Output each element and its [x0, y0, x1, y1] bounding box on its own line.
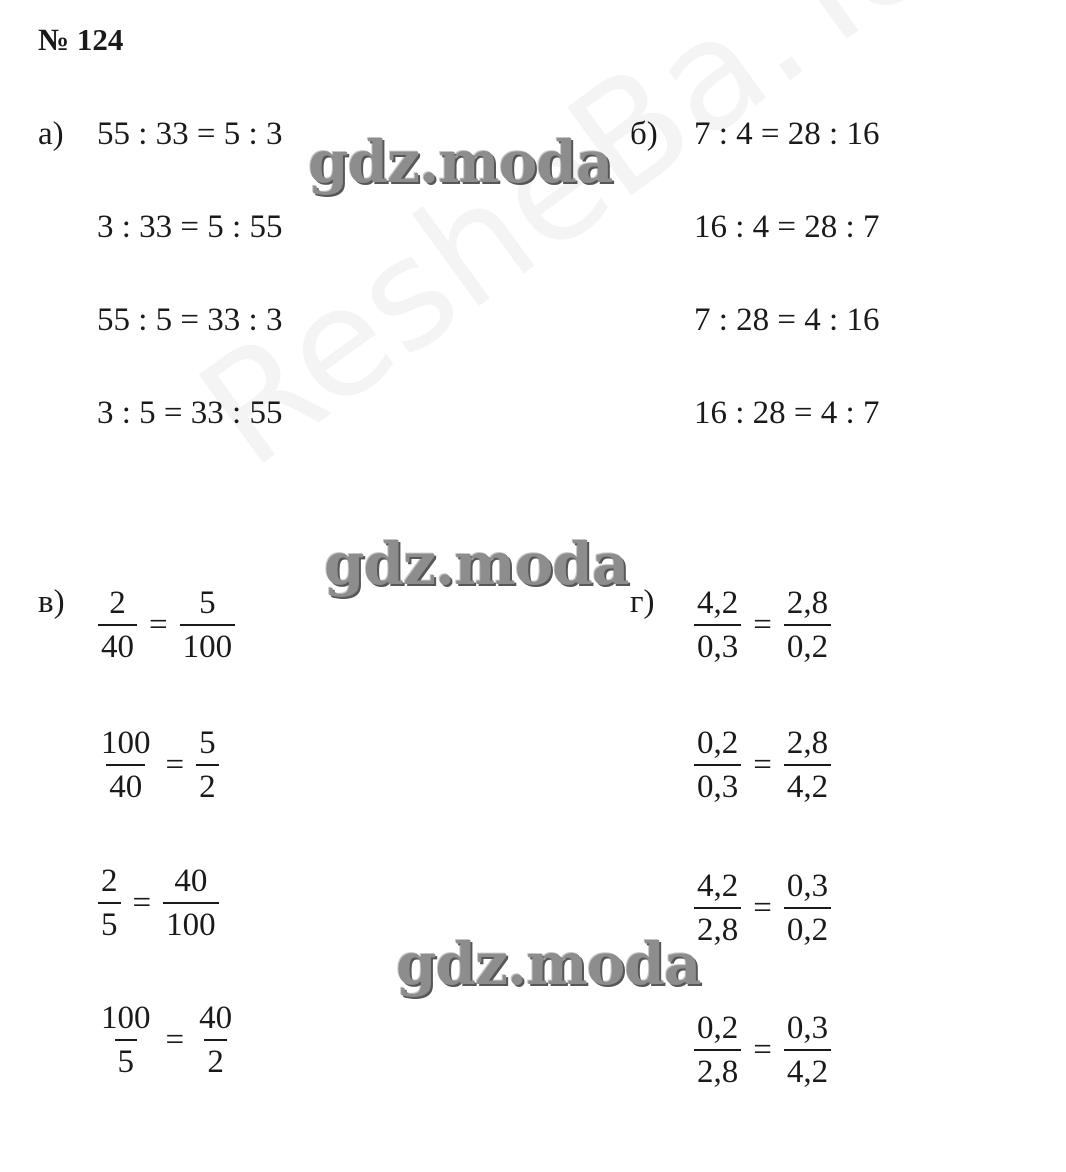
fraction-left: [98, 860, 121, 946]
section-a-line-3: 55 : 5 = 33 : 3: [97, 302, 283, 338]
numerator: 40: [174, 863, 208, 899]
fraction-right: [784, 582, 831, 668]
section-g-proportion-3: [694, 865, 831, 951]
fraction-left: [694, 582, 741, 668]
numerator: 5: [199, 585, 216, 621]
section-b-line-2: 16 : 4 = 28 : 7: [694, 209, 880, 245]
fraction-right: [163, 860, 219, 946]
numerator: 0,3: [786, 868, 829, 904]
section-v-proportion-4: [98, 997, 235, 1083]
fraction-left: [694, 722, 741, 808]
section-v-proportion-3: [98, 860, 219, 946]
section-g-label: г): [630, 584, 655, 620]
numerator: 2: [101, 863, 118, 899]
denominator: 40: [106, 764, 145, 808]
denominator: 2,8: [694, 907, 741, 951]
denominator: 0,2: [784, 624, 831, 668]
section-b-line-1: 7 : 4 = 28 : 16: [694, 116, 880, 152]
numerator: 0,2: [697, 725, 739, 761]
equals-sign: =: [149, 606, 168, 643]
denominator: 2: [204, 1039, 227, 1083]
fraction-left: [98, 997, 154, 1083]
background-watermark: [170, 0, 1042, 501]
denominator: 0,3: [694, 764, 741, 808]
denominator: 5: [115, 1039, 138, 1083]
denominator: 0,3: [694, 624, 741, 668]
denominator: 4,2: [784, 764, 831, 808]
numerator: 100: [101, 725, 151, 761]
fraction-right: [784, 722, 831, 808]
denominator: 4,2: [784, 1049, 831, 1093]
fraction-right: [196, 997, 235, 1083]
denominator: 40: [98, 624, 137, 668]
numerator: 40: [199, 1000, 233, 1036]
section-g-proportion-2: [694, 722, 831, 808]
section-v-label: в): [38, 584, 65, 620]
numerator: 2,8: [786, 725, 829, 761]
equals-sign: =: [753, 1031, 772, 1068]
section-g-proportion-4: [694, 1007, 831, 1093]
section-a-line-1: 55 : 33 = 5 : 3: [97, 116, 283, 152]
equals-sign: =: [753, 889, 772, 926]
fraction-right: [784, 1007, 831, 1093]
section-a-line-2: 3 : 33 = 5 : 55: [97, 209, 283, 245]
equals-sign: =: [753, 606, 772, 643]
numerator: 2,8: [786, 585, 829, 621]
watermark-logo: gdz.moda: [396, 930, 701, 998]
fraction-right: [784, 865, 831, 951]
section-b-line-4: 16 : 28 = 4 : 7: [694, 395, 880, 431]
denominator: 2,8: [694, 1049, 741, 1093]
denominator: 100: [163, 902, 219, 946]
section-b-label: б): [630, 116, 658, 152]
numerator: 2: [109, 585, 126, 621]
watermark-logo: gdz.moda: [308, 128, 613, 196]
numerator: 4,2: [697, 585, 739, 621]
equals-sign: =: [165, 746, 185, 783]
watermark-logo: gdz.moda: [324, 530, 629, 598]
numerator: 4,2: [697, 868, 739, 904]
denominator: 0,2: [784, 907, 831, 951]
exercise-number: № 124: [38, 22, 124, 57]
section-g-proportion-1: [694, 582, 831, 668]
fraction-left: [98, 722, 154, 808]
fraction-right: [196, 722, 219, 808]
numerator: 100: [101, 1000, 151, 1036]
section-v-proportion-1: [98, 582, 235, 668]
equals-sign: =: [165, 1021, 185, 1058]
denominator: 100: [180, 624, 236, 668]
equals-sign: =: [753, 746, 772, 783]
section-b-line-3: 7 : 28 = 4 : 16: [694, 302, 880, 338]
section-v-proportion-2: [98, 722, 219, 808]
equals-sign: =: [132, 884, 152, 921]
section-a-label: а): [38, 116, 64, 152]
numerator: 5: [199, 725, 216, 761]
section-a-line-4: 3 : 5 = 33 : 55: [97, 395, 283, 431]
fraction-left: [694, 1007, 741, 1093]
numerator: 0,2: [697, 1010, 739, 1046]
numerator: 0,3: [786, 1010, 829, 1046]
denominator: 2: [196, 764, 219, 808]
fraction-right: [180, 582, 236, 668]
fraction-left: [98, 582, 137, 668]
fraction-left: [694, 865, 741, 951]
denominator: 5: [98, 902, 121, 946]
